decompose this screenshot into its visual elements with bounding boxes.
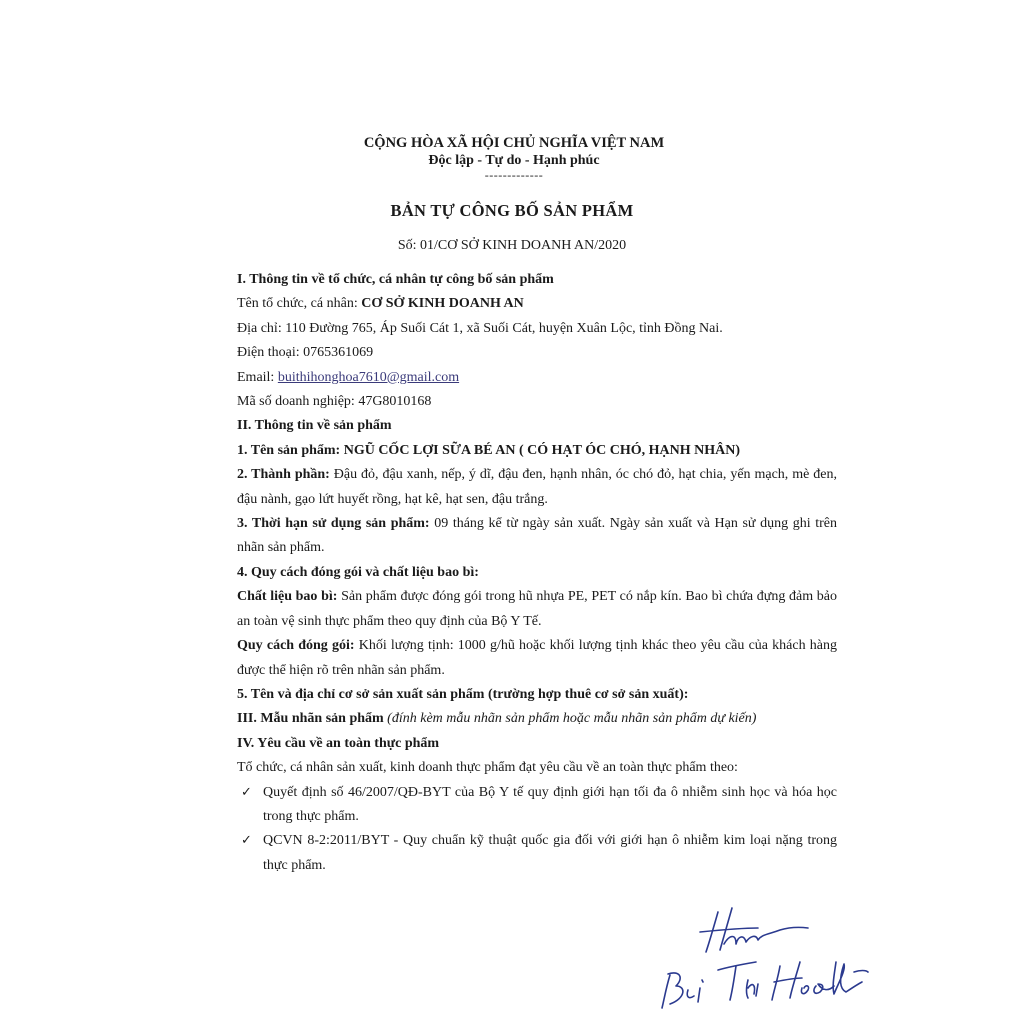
email-line: [237, 366, 837, 390]
header-separator: -------------: [484, 168, 544, 182]
material-label: Chất liệu bao bì:: [237, 589, 342, 605]
org-name-value: CƠ SỞ KINH DOANH AN: [361, 296, 524, 312]
packaging-heading: 4. Quy cách đóng gói và chất liệu bao bì:: [237, 564, 479, 580]
document-body: [237, 268, 837, 878]
nation-title: CỘNG HÒA XÃ HỘI CHỦ NGHĨA VIỆT NAM: [363, 135, 665, 151]
pack-spec-paragraph: [237, 634, 837, 683]
requirement-item: [241, 781, 837, 830]
business-code-line: Mã số doanh nghiệp: 47G8010168: [237, 394, 432, 410]
pack-spec-value: Khối lượng tịnh: 1000 g/hũ hoặc khối lượng tịnh khác theo yêu cầu của khách hàng được thể hiện rõ trên nhãn sản phẩm.: [237, 638, 837, 678]
shelf-life-paragraph: [237, 512, 837, 561]
section-3-heading: III. Mẫu nhãn sản phẩm: [237, 711, 388, 727]
phone-line: Điện thoại: 0765361069: [237, 345, 374, 361]
requirement-text: Quyết định số 46/2007/QĐ-BYT của Bộ Y tế quy định giới hạn tối đa ô nhiễm sinh học và hóa học trong thực phẩm.: [263, 784, 837, 824]
shelf-life-label: 3. Thời hạn sử dụng sản phẩm:: [237, 516, 435, 532]
national-header: [0, 134, 1024, 180]
section-1-heading: I. Thông tin về tổ chức, cá nhân tự công bố sản phẩm: [237, 272, 554, 287]
address-line: Địa chỉ: 110 Đường 765, Áp Suối Cát 1, xã Suối Cát, huyện Xuân Lộc, tỉnh Đồng Nai.: [237, 320, 723, 336]
check-icon: ✓: [241, 784, 252, 800]
material-value: Sản phẩm được đóng gói trong hũ nhựa PE, PET có nắp kín. Bao bì chứa đựng đảm bảo an toàn vệ sinh thực phẩm theo quy định của Bộ Y Tế.: [237, 589, 837, 629]
section-2-heading: II. Thông tin về sản phẩm: [237, 418, 392, 434]
shelf-life-value: 09 tháng kể từ ngày sản xuất. Ngày sản xuất và Hạn sử dụng ghi trên nhãn sản phẩm.: [237, 516, 837, 556]
material-paragraph: [237, 585, 837, 634]
requirement-text: QCVN 8-2:2011/BYT - Quy chuẩn kỹ thuật quốc gia đối với giới hạn ô nhiễm kim loại nặng trong thực phẩm.: [263, 833, 837, 873]
section-3-line: [237, 707, 837, 731]
section-4-heading: IV. Yêu cầu về an toàn thực phẩm: [237, 735, 440, 751]
org-name-label: Tên tổ chức, cá nhân:: [237, 296, 362, 312]
document-number: Số: 01/CƠ SỞ KINH DOANH AN/2020: [397, 238, 627, 253]
ingredients-paragraph: [237, 463, 837, 512]
section-4-intro: Tổ chức, cá nhân sản xuất, kinh doanh thực phẩm đạt yêu cầu về an toàn thực phẩm theo:: [237, 760, 738, 776]
national-motto: Độc lập - Tự do - Hạnh phúc: [428, 153, 600, 168]
ingredients-label: 2. Thành phần:: [237, 467, 334, 483]
requirement-item: [241, 829, 837, 878]
email-link[interactable]: buithihonghoa7610@gmail.com: [277, 369, 460, 385]
document-title: BẢN TỰ CÔNG BỐ SẢN PHẨM: [390, 201, 634, 220]
producer-heading: 5. Tên và địa chỉ cơ sở sản xuất sản phẩm (trường hợp thuê cơ sở sản xuất):: [237, 686, 689, 702]
email-label: Email:: [237, 369, 278, 385]
check-icon: ✓: [241, 833, 252, 849]
section-3-note: (đính kèm mẫu nhãn sản phẩm hoặc mẫu nhãn sản phẩm dự kiến): [387, 711, 757, 727]
ingredients-value: Đậu đỏ, đậu xanh, nếp, ý dĩ, đậu đen, hạnh nhân, óc chó đỏ, hạt chia, yến mạch, mè đen, đậu nành, gạo lứt huyết rồng, hạt kê, hạt sen, đậu trắng.: [237, 467, 837, 507]
org-name-line: [237, 292, 837, 316]
product-name-line: 1. Tên sản phẩm: NGŨ CỐC LỢI SỮA BÉ AN ( CÓ HẠT ÓC CHÓ, HẠNH NHÂN): [237, 442, 741, 458]
pack-spec-label: Quy cách đóng gói:: [237, 638, 359, 654]
handwritten-signature: [640, 900, 870, 1010]
